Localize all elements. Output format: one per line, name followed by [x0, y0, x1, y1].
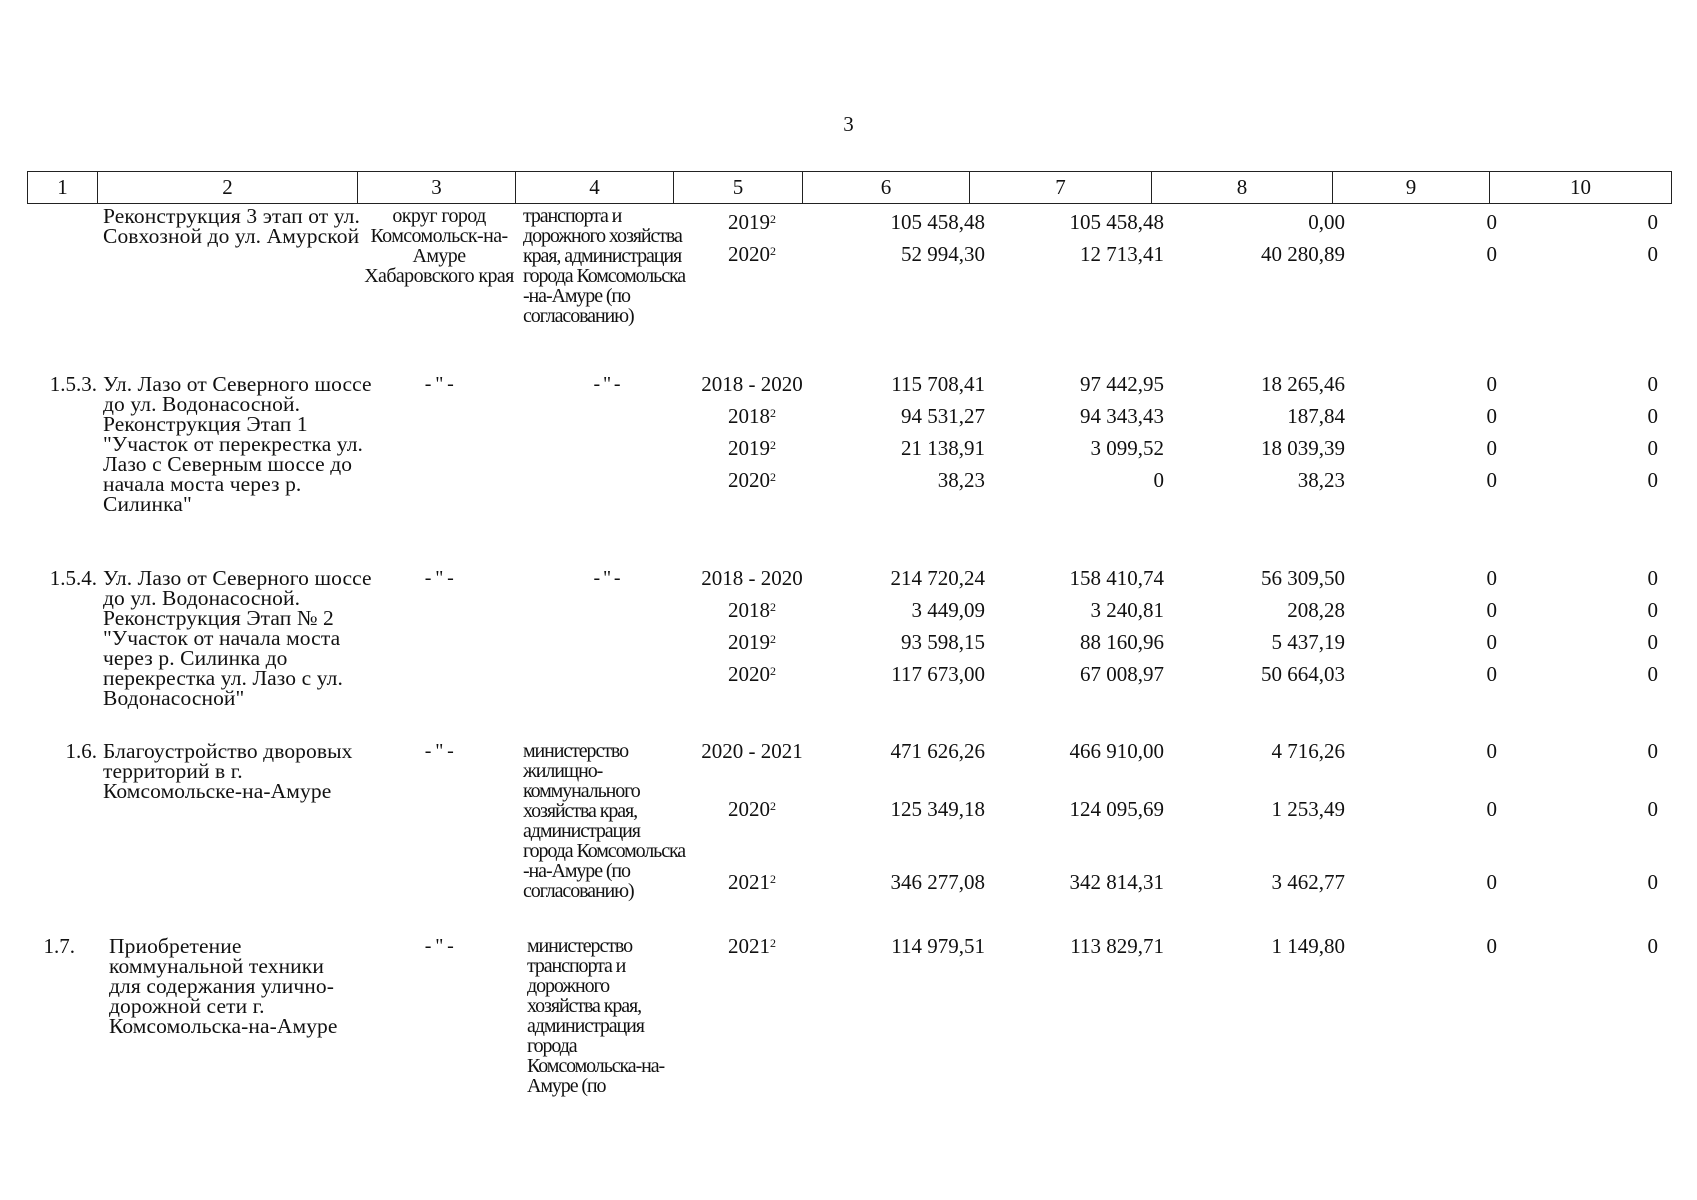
value-col6: 3 449,09: [911, 598, 985, 622]
value-col6: 117 673,00: [891, 662, 985, 686]
value-col8: 0,00: [1308, 210, 1345, 234]
value-col6: 94 531,27: [901, 404, 985, 428]
value-col8: 5 437,19: [1271, 630, 1345, 654]
value-col10: 0: [1647, 797, 1658, 821]
value-col10: 0: [1647, 630, 1658, 654]
value-col8: 1 149,80: [1271, 934, 1345, 958]
value-col8: 18 039,39: [1261, 436, 1345, 460]
table-body: [27, 206, 1672, 1130]
header-col-6: 6: [802, 172, 969, 203]
header-col-9: 9: [1332, 172, 1489, 203]
value-col7: 3 240,81: [1090, 598, 1164, 622]
row-col4: транспорта и дорожного хозяйства края, администрация города Комсомольска -на-Амуре (по согласованию): [523, 205, 686, 327]
year: 2018$^2$: [728, 404, 776, 428]
table-row: [27, 562, 1672, 735]
value-col9: 0: [1486, 739, 1497, 763]
row-col4: - " -: [593, 567, 620, 589]
value-col6: 93 598,15: [901, 630, 985, 654]
year: 2019$^2$: [728, 436, 776, 460]
value-line: [27, 735, 1672, 767]
table-header: [27, 171, 1672, 204]
value-line: [27, 206, 1672, 238]
row-number: 1.5.4.: [49, 566, 97, 590]
row-number: 1.6.: [65, 739, 97, 763]
value-col10: 0: [1647, 372, 1658, 396]
header-col-7: 7: [969, 172, 1151, 203]
row-name: Благоустройство дворовых территорий в г. Комсомольске-на-Амуре: [103, 739, 353, 803]
value-col7: 12 713,41: [1080, 242, 1164, 266]
value-col8: 56 309,50: [1261, 566, 1345, 590]
value-col7: 158 410,74: [1069, 566, 1164, 590]
value-col9: 0: [1486, 598, 1497, 622]
value-col9: 0: [1486, 630, 1497, 654]
value-col9: 0: [1486, 797, 1497, 821]
row-name: Приобретение коммунальной техники для содержания улично-дорожной сети г. Комсомольска-на-Амуре: [109, 934, 338, 1038]
value-col7: 3 099,52: [1090, 436, 1164, 460]
year: 2018 - 2020: [701, 566, 803, 590]
value-col10: 0: [1647, 404, 1658, 428]
year: 2020 - 2021: [701, 739, 803, 763]
table-row: [27, 206, 1672, 368]
value-col9: 0: [1486, 468, 1497, 492]
value-col7: 97 442,95: [1080, 372, 1164, 396]
value-line: [27, 464, 1672, 496]
value-col8: 38,23: [1297, 468, 1345, 492]
row-name: Ул. Лазо от Северного шоссе до ул. Водонасосной. Реконструкция Этап 1 "Участок от перекрестка ул. Лазо с Северным шоссе до начала моста через р. Силинка": [103, 372, 372, 516]
value-col6: 346 277,08: [890, 870, 985, 894]
value-col7: 105 458,48: [1069, 210, 1164, 234]
header-col-1: 1: [27, 172, 97, 203]
value-col7: 67 008,97: [1080, 662, 1164, 686]
table-row: [27, 735, 1672, 930]
value-col7: 88 160,96: [1080, 630, 1164, 654]
value-line: [27, 793, 1672, 825]
value-col7: 94 343,43: [1080, 404, 1164, 428]
value-col10: 0: [1647, 934, 1658, 958]
row-col3: - " -: [424, 373, 454, 395]
year: 2020$^2$: [728, 242, 776, 266]
header-col-8: 8: [1151, 172, 1332, 203]
value-col10: 0: [1647, 598, 1658, 622]
value-col7: 342 814,31: [1069, 870, 1164, 894]
year: 2020$^2$: [728, 662, 776, 686]
value-col9: 0: [1486, 436, 1497, 460]
value-col8: 50 664,03: [1261, 662, 1345, 686]
value-col10: 0: [1647, 242, 1658, 266]
value-line: [27, 866, 1672, 898]
value-line: [27, 368, 1672, 400]
year: 2021$^2$: [728, 934, 776, 958]
value-col6: 471 626,26: [890, 739, 985, 763]
value-col6: 52 994,30: [901, 242, 985, 266]
value-col6: 38,23: [937, 468, 985, 492]
value-col10: 0: [1647, 436, 1658, 460]
value-col10: 0: [1647, 870, 1658, 894]
year: 2020$^2$: [728, 468, 776, 492]
value-col8: 18 265,46: [1261, 372, 1345, 396]
year: 2019$^2$: [728, 630, 776, 654]
value-col10: 0: [1647, 739, 1658, 763]
value-line: [27, 658, 1672, 690]
table-row: [27, 368, 1672, 562]
value-line: [27, 626, 1672, 658]
value-line: [27, 400, 1672, 432]
value-col9: 0: [1486, 404, 1497, 428]
value-col10: 0: [1647, 210, 1658, 234]
value-line: [27, 594, 1672, 626]
table-row: [27, 930, 1672, 1130]
value-col7: 113 829,71: [1070, 934, 1164, 958]
value-col9: 0: [1486, 242, 1497, 266]
row-name: Ул. Лазо от Северного шоссе до ул. Водонасосной. Реконструкция Этап № 2 "Участок от начала моста через р. Силинка до перекрестка ул. Лазо с ул. Водонасосной": [103, 566, 372, 710]
year: 2018$^2$: [728, 598, 776, 622]
header-col-5: 5: [673, 172, 802, 203]
year: 2019$^2$: [728, 210, 776, 234]
value-col8: 187,84: [1287, 404, 1345, 428]
value-col6: 115 708,41: [891, 372, 985, 396]
year: 2018 - 2020: [701, 372, 803, 396]
page-number: 3: [843, 112, 854, 136]
row-col3: - " -: [424, 567, 454, 589]
value-col10: 0: [1647, 662, 1658, 686]
value-col9: 0: [1486, 210, 1497, 234]
row-col4: - " -: [593, 373, 620, 395]
row-name: Реконструкция 3 этап от ул. Совхозной до ул. Амурской: [103, 204, 360, 248]
value-col6: 114 979,51: [891, 934, 985, 958]
value-col9: 0: [1486, 372, 1497, 396]
value-col9: 0: [1486, 662, 1497, 686]
row-col3: округ город Комсомольск-на-Амуре Хабаровского края: [364, 205, 514, 287]
value-col8: 3 462,77: [1271, 870, 1345, 894]
row-col4: министерство транспорта и дорожного хозяйства края, администрация города Комсомольска-на-Амуре (по: [527, 935, 665, 1097]
row-col3: - " -: [424, 935, 454, 957]
value-col9: 0: [1486, 566, 1497, 590]
row-number: 1.5.3.: [49, 372, 97, 396]
value-col9: 0: [1486, 870, 1497, 894]
row-col3: - " -: [424, 740, 454, 762]
header-col-3: 3: [357, 172, 515, 203]
value-col6: 125 349,18: [890, 797, 985, 821]
value-col10: 0: [1647, 468, 1658, 492]
value-line: [27, 930, 1672, 962]
value-col6: 105 458,48: [890, 210, 985, 234]
value-col10: 0: [1647, 566, 1658, 590]
header-col-10: 10: [1489, 172, 1672, 203]
row-number: 1.7.: [43, 934, 75, 958]
value-line: [27, 432, 1672, 464]
year: 2020$^2$: [728, 797, 776, 821]
value-col8: 4 716,26: [1271, 739, 1345, 763]
year: 2021$^2$: [728, 870, 776, 894]
value-col8: 1 253,49: [1271, 797, 1345, 821]
value-line: [27, 238, 1672, 270]
value-col7: 0: [1153, 468, 1164, 492]
header-col-4: 4: [515, 172, 673, 203]
header-col-2: 2: [97, 172, 357, 203]
value-col7: 466 910,00: [1069, 739, 1164, 763]
value-col7: 124 095,69: [1069, 797, 1164, 821]
value-col8: 40 280,89: [1261, 242, 1345, 266]
value-line: [27, 562, 1672, 594]
row-col4: министерство жилищно-коммунального хозяйства края, администрация города Комсомольска -на-Амуре (по согласованию): [523, 740, 686, 902]
value-col6: 214 720,24: [890, 566, 985, 590]
value-col8: 208,28: [1287, 598, 1345, 622]
value-col9: 0: [1486, 934, 1497, 958]
value-col6: 21 138,91: [901, 436, 985, 460]
